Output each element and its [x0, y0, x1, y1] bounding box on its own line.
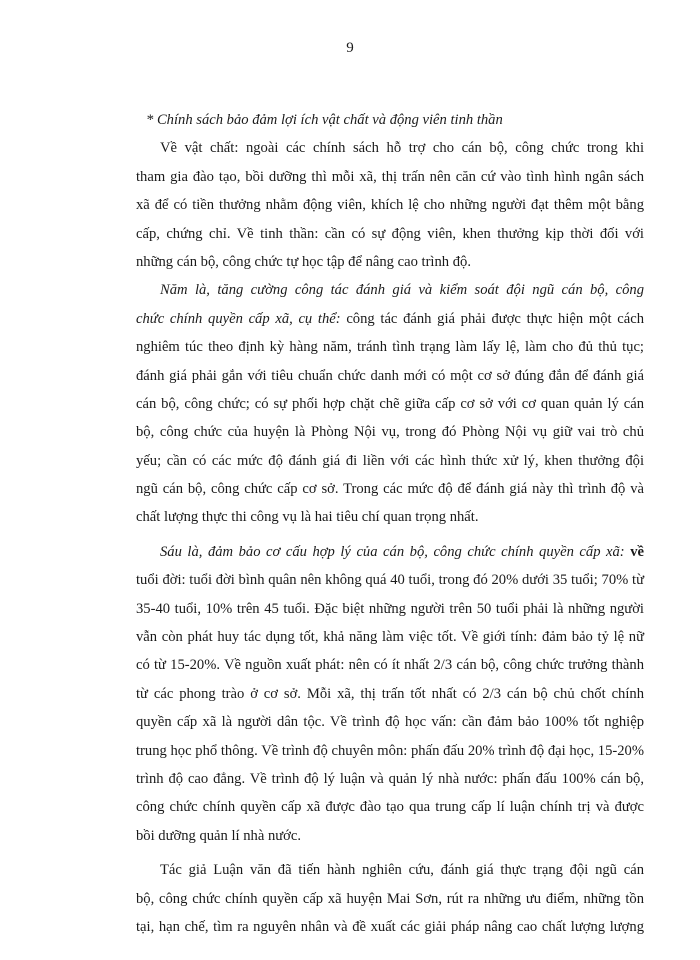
page-number: 9 [346, 40, 354, 56]
line-text: công tác đánh giá phải được thực hiện một cách [340, 310, 644, 327]
paragraph-line: 35-40 tuổi, 10% trên 45 tuổi. Đặc biệt những người trên 50 tuổi phải là những người [136, 600, 644, 617]
document-body [136, 106, 644, 941]
paragraph-line: tuổi đời: tuổi đời bình quân nên không quá 40 tuổi, trong đó 20% dưới 35 tuổi; 70% từ [136, 572, 644, 589]
paragraph-line: cán bộ, công chức; có sự phối hợp chặt chẽ giữa cấp cơ sở với cơ quan quản lý cán [136, 395, 644, 412]
paragraph-conclusion [136, 856, 644, 941]
paragraph-line: vẫn còn phát huy tác dụng tốt, khả năng làm việc tốt. Về giới tính: đảm bảo tỷ lệ nữ [136, 629, 644, 646]
paragraph-line: quyền cấp xã là người dân tộc. Về trình độ học vấn: cần đảm bảo 100% tốt nghiệp [136, 714, 644, 731]
paragraph-line: trình độ cao đẳng. Về trình độ lý luận và quản lý nhà nước: phấn đấu 100% cán bộ, [136, 770, 644, 787]
paragraph-line: Tác giả Luận văn đã tiến hành nghiên cứu, đánh giá thực trạng đội ngũ cán [160, 862, 644, 879]
paragraph-line [136, 305, 644, 333]
paragraph-line: có từ 15-20%. Về nguồn xuất phát: nên có ít nhất 2/3 cán bộ, công chức trưởng thành [136, 657, 644, 674]
paragraph-evaluation [136, 276, 644, 532]
paragraph-line: cấp, chứng chỉ. Về tinh thần: cần có sự động viên, khen thưởng kịp thời đối với [136, 225, 644, 242]
paragraph-line: Năm là, tăng cường công tác đánh giá và kiểm soát đội ngũ cán bộ, công [160, 282, 644, 299]
paragraph-line: tham gia đào tạo, bồi dưỡng thì mỗi xã, thị trấn nên căn cứ vào tình hình ngân sách [136, 168, 644, 185]
paragraph-line: Về vật chất: ngoài các chính sách hỗ trợ cho cán bộ, công chức trong khi [160, 140, 644, 157]
paragraph-line: đánh giá phải gắn với tiêu chuẩn chức danh mới có một cơ sở đúng đắn để đánh giá [136, 367, 644, 384]
paragraph-line: ngũ cán bộ, công chức cấp cơ sở. Trong các mức độ để đánh giá này thì trình độ và [136, 481, 644, 498]
paragraph-structure [136, 538, 644, 850]
paragraph-line: bộ, công chức chính quyền cấp xã huyện Mai Sơn, rút ra những ưu điểm, những tồn [136, 890, 644, 907]
paragraph-line: công chức chính quyền cấp xã được đào tạo qua trung cấp lí luận chính trị và được [136, 799, 644, 816]
paragraph-line: xã để có tiền thưởng nhằm động viên, khích lệ cho những người đạt thêm một bằng [136, 197, 644, 214]
paragraph-line: tại, hạn chế, tìm ra nguyên nhân và đề xuất các giải pháp nâng cao chất lượng lượng [136, 918, 644, 935]
paragraph-line [136, 538, 644, 566]
paragraph-line: từ các phong trào ở cơ sở. Mỗi xã, thị trấn tốt nhất có 2/3 cán bộ chủ chốt chính [136, 685, 644, 702]
section-heading: * Chính sách bảo đảm lợi ích vật chất và động viên tinh thần [146, 112, 503, 128]
italic-lead: Sáu là, đảm bảo cơ cấu hợp lý của cán bộ, công chức chính quyền cấp xã: [160, 543, 625, 560]
paragraph-line: nghiêm túc theo định kỳ hàng năm, tránh tình trạng làm lấy lệ, làm cho đủ thủ tục; [136, 339, 644, 356]
paragraph-line: yếu; cần có các mức độ đánh giá đi liền với các hình thức xử lý, khen thưởng đội [136, 452, 644, 469]
paragraph-line: những cán bộ, công chức tự học tập để nâng cao trình độ. [136, 253, 471, 270]
paragraph-line: bồi dưỡng quản lí nhà nước. [136, 827, 302, 844]
paragraph-line: bộ, công chức của huyện là Phòng Nội vụ, trong đó Phòng Nội vụ giữ vai trò chủ [136, 424, 644, 441]
paragraph-line: chất lượng thực thi công vụ là hai tiêu chí quan trọng nhất. [136, 509, 479, 526]
paragraph-line: trung học phổ thông. Về trình độ chuyên môn: phấn đấu 20% trình độ đại học, 15-20% [136, 742, 644, 759]
bold-text: về [624, 543, 644, 560]
paragraph-material-benefits [136, 134, 644, 276]
italic-lead: chức chính quyền cấp xã, cụ thể: [136, 310, 341, 327]
